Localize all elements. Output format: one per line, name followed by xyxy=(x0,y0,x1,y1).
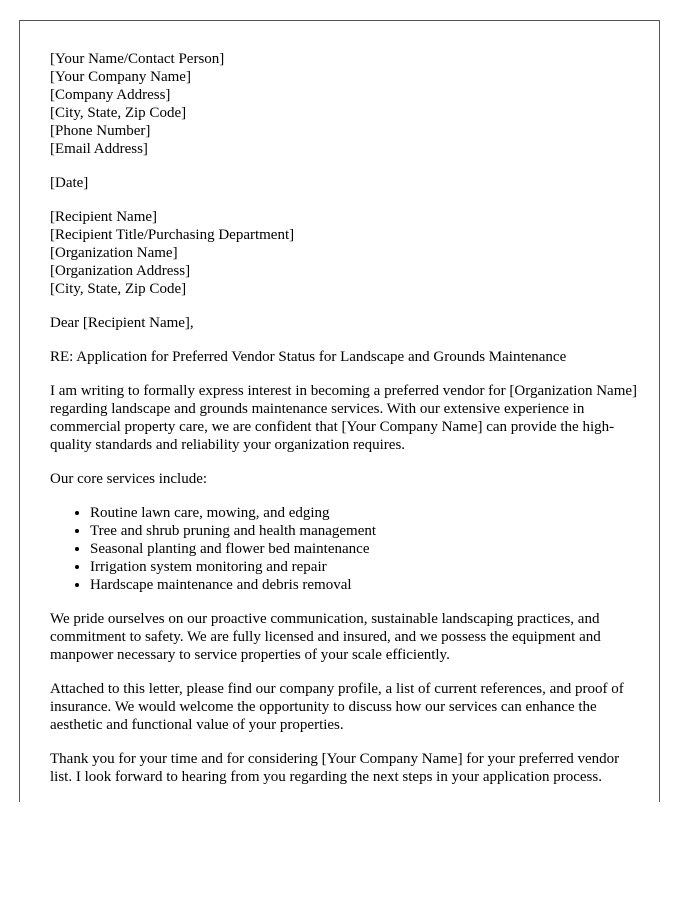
sender-email: [Email Address] xyxy=(50,141,148,157)
services-list xyxy=(50,504,640,594)
list-item: • Irrigation system monitoring and repair xyxy=(90,558,640,576)
date-block xyxy=(50,174,640,192)
closing-paragraph: Thank you for your time and for considering [Your Company Name] for your preferred vendor list. I look forward to hearing from you regarding the next steps in your application process. xyxy=(50,751,620,785)
intro-paragraph: I am writing to formally express interest in becoming a preferred vendor for [Organization Name] regarding landscape and grounds maintenance services. With our extensive experience in commercial property care, we are confident that [Your Company Name] can provide the high-quality standards and reliability your organization requires. xyxy=(50,383,638,453)
sender-city-state-zip: [City, State, Zip Code] xyxy=(50,105,187,121)
services-intro: Our core services include: xyxy=(50,471,208,487)
letter-page xyxy=(19,20,660,802)
sender-block xyxy=(50,50,640,158)
sender-name: [Your Name/Contact Person] xyxy=(50,51,225,67)
sender-address: [Company Address] xyxy=(50,87,171,103)
list-item: • Tree and shrub pruning and health management xyxy=(90,522,640,540)
sender-company: [Your Company Name] xyxy=(50,69,191,85)
recipient-block xyxy=(50,208,640,298)
list-item: • Hardscape maintenance and debris removal xyxy=(90,576,640,594)
qualifications-paragraph: We pride ourselves on our proactive communication, sustainable landscaping practices, and commitment to safety. We are fully licensed and insured, and we possess the equipment and manpower necessary to service properties of your scale efficiently. xyxy=(50,611,601,663)
recipient-title: [Recipient Title/Purchasing Department] xyxy=(50,227,295,243)
recipient-organization: [Organization Name] xyxy=(50,245,178,261)
sender-phone: [Phone Number] xyxy=(50,123,151,139)
attachments-paragraph: Attached to this letter, please find our company profile, a list of current references, and proof of insurance. We would welcome the opportunity to discuss how our services can enhance the aesthetic and functional value of your properties. xyxy=(50,681,624,733)
recipient-city-state-zip: [City, State, Zip Code] xyxy=(50,281,187,297)
recipient-address: [Organization Address] xyxy=(50,263,191,279)
recipient-name: [Recipient Name] xyxy=(50,209,158,225)
subject-line: RE: Application for Preferred Vendor Status for Landscape and Grounds Maintenance xyxy=(50,349,567,365)
list-item: • Seasonal planting and flower bed maintenance xyxy=(90,540,640,558)
salutation: Dear [Recipient Name], xyxy=(50,315,194,331)
letter-content xyxy=(50,50,640,802)
list-item: • Routine lawn care, mowing, and edging xyxy=(90,504,640,522)
letter-date: [Date] xyxy=(50,175,89,191)
